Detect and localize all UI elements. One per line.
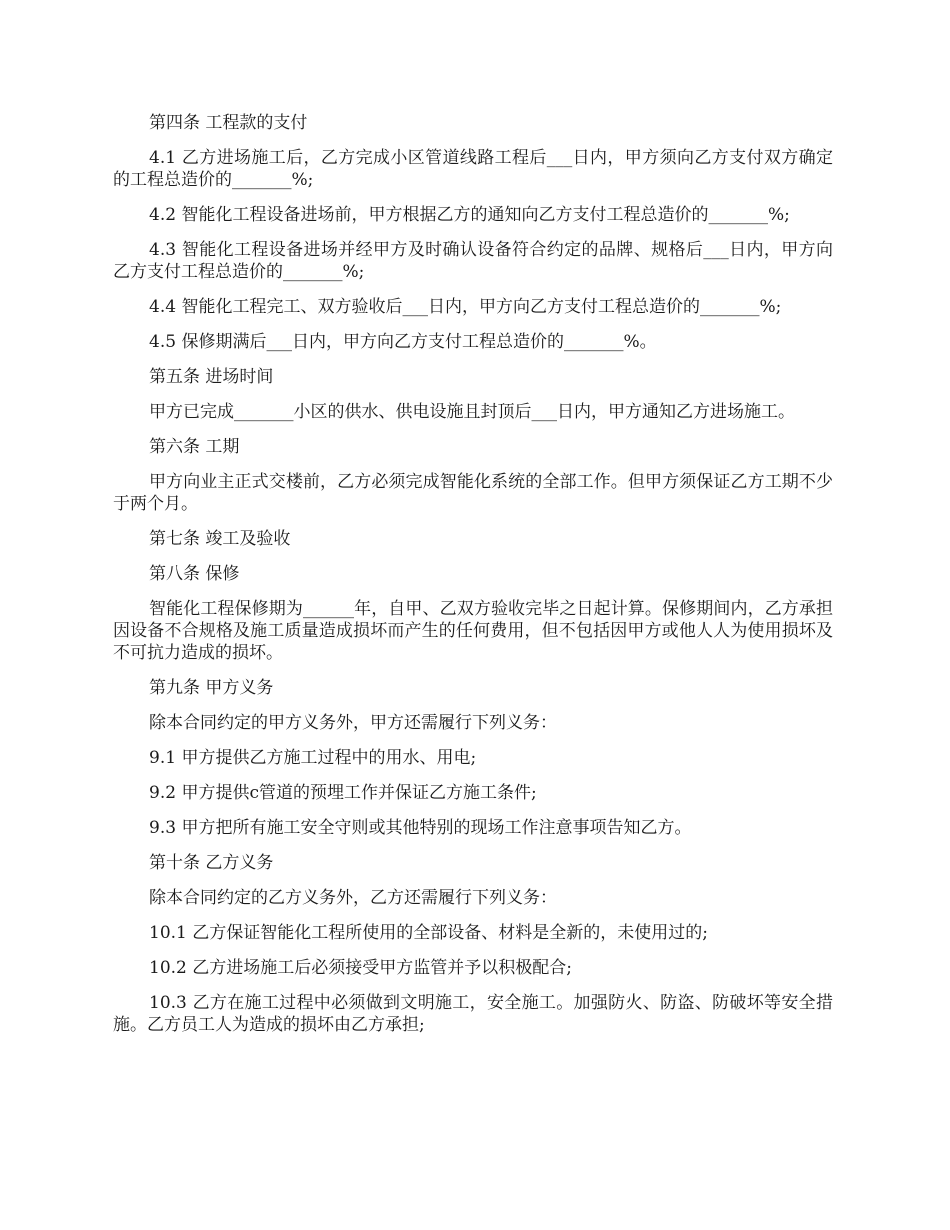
clause-10-intro: 除本合同约定的乙方义务外，乙方还需履行下列义务： xyxy=(149,888,557,908)
clause-6-text: 甲方向业主正式交楼前，乙方必须完成智能化系统的全部工作。但甲方须保证乙方工期不少于两个月。 xyxy=(113,472,833,514)
section-heading-8: 第八条 保修 xyxy=(149,564,240,584)
section-heading-4: 第四条 工程款的支付 xyxy=(149,113,308,133)
clause-8-text: 智能化工程保修期为______年，自甲、乙双方验收完毕之日起计算。保修期间内，乙方承担因设备不合规格及施工质量造成损坏而产生的任何费用，但不包括因甲方或他人人为使用损坏及不可抗力造成的损坏。 xyxy=(113,599,833,663)
section-heading-9: 第九条 甲方义务 xyxy=(149,678,274,698)
clause-10-3: 10.3 乙方在施工过程中必须做到文明施工，安全施工。加强防火、防盗、防破坏等安全措施。乙方员工人为造成的损坏由乙方承担; xyxy=(113,993,833,1035)
section-heading-5: 第五条 进场时间 xyxy=(149,367,274,387)
clause-9-3: 9.3 甲方把所有施工安全守则或其他特别的现场工作注意事项告知乙方。 xyxy=(149,818,692,838)
clause-4-3: 4.3 智能化工程设备进场并经甲方及时确认设备符合约定的品牌、规格后___日内，甲方向乙方支付工程总造价的_______%; xyxy=(113,240,833,282)
clause-4-1: 4.1 乙方进场施工后，乙方完成小区管道线路工程后___日内，甲方须向乙方支付双方确定的工程总造价的_______%; xyxy=(113,148,833,190)
clause-10-2: 10.2 乙方进场施工后必须接受甲方监管并予以积极配合; xyxy=(149,958,572,978)
clause-4-4: 4.4 智能化工程完工、双方验收后___日内，甲方向乙方支付工程总造价的_______%; xyxy=(149,297,782,317)
clause-4-5: 4.5 保修期满后___日内，甲方向乙方支付工程总造价的_______%。 xyxy=(149,332,657,352)
document-page xyxy=(113,112,833,1049)
clause-10-1: 10.1 乙方保证智能化工程所使用的全部设备、材料是全新的，未使用过的; xyxy=(149,923,708,943)
clause-5-text: 甲方已完成_______小区的供水、供电设施且封顶后___日内，甲方通知乙方进场施工。 xyxy=(149,402,795,422)
section-heading-6: 第六条 工期 xyxy=(149,437,240,457)
section-heading-7: 第七条 竣工及验收 xyxy=(149,529,291,549)
clause-4-2: 4.2 智能化工程设备进场前，甲方根据乙方的通知向乙方支付工程总造价的_______%; xyxy=(149,205,790,225)
clause-9-1: 9.1 甲方提供乙方施工过程中的用水、用电; xyxy=(149,748,477,768)
section-heading-10: 第十条 乙方义务 xyxy=(149,853,274,873)
clause-9-intro: 除本合同约定的甲方义务外，甲方还需履行下列义务： xyxy=(149,713,557,733)
clause-9-2: 9.2 甲方提供c管道的预埋工作并保证乙方施工条件; xyxy=(149,783,537,803)
